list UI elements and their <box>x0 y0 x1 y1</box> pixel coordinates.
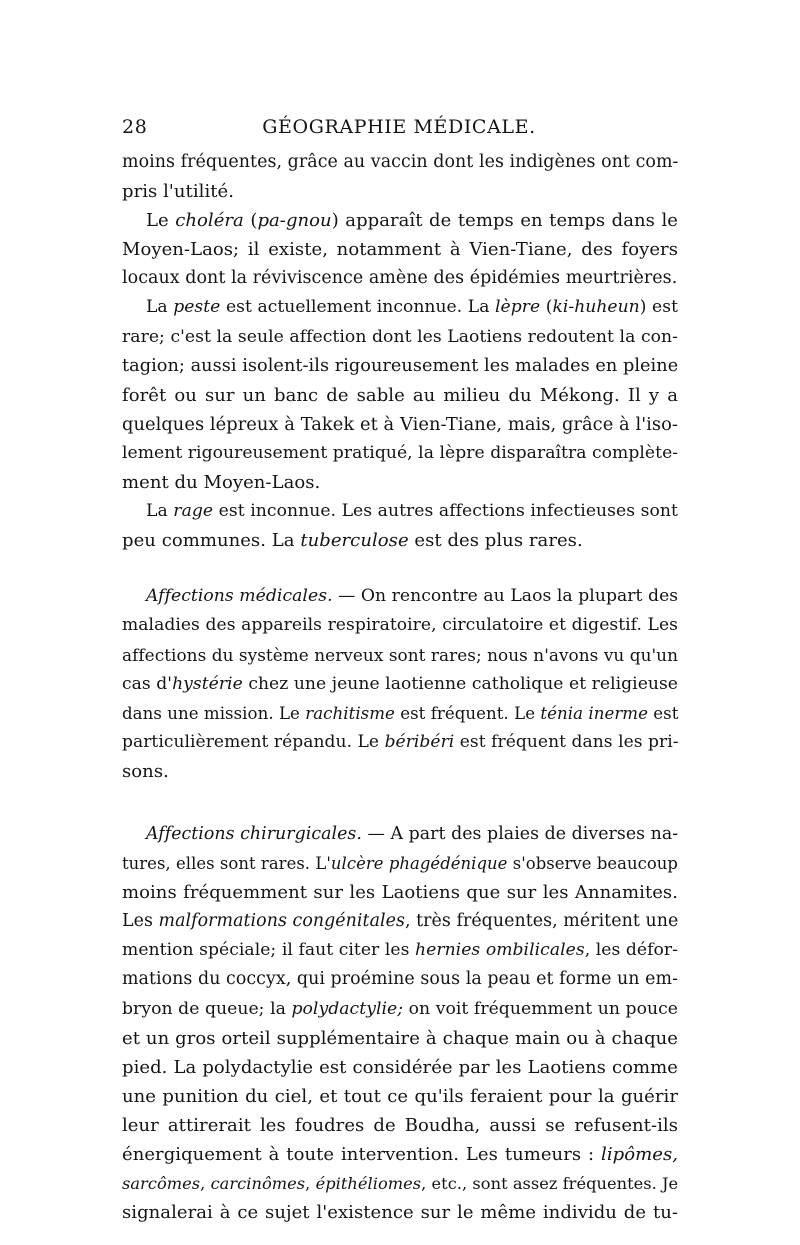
text-run: énergiquement à toute intervention. Les tumeurs : <box>122 1144 602 1165</box>
term-rage: rage <box>173 501 214 522</box>
text-run: Les <box>122 911 159 932</box>
text-run: ( <box>243 210 258 232</box>
term-malformations: malformations congénitales <box>158 911 405 932</box>
text-line: moins fréquemment sur les Laotiens que sur les Annamites. <box>122 882 678 904</box>
text-line <box>122 1140 678 1169</box>
text-run: peu communes. La <box>122 530 301 552</box>
text-run: , les défor- <box>584 940 679 961</box>
text-run: on voit fréquemment un pouce <box>403 998 678 1019</box>
section-gap <box>122 555 678 582</box>
body-text <box>122 148 678 1227</box>
text-run: est inconnue. Les autres affections infectieuses sont <box>213 501 678 522</box>
text-line <box>122 699 678 728</box>
section-surgical <box>122 820 678 1227</box>
text-line: quelques lépreux à Takek et à Vien-Tiane, mais, grâce à l'iso- <box>122 413 678 435</box>
text-run: mention spéciale; il faut citer les <box>122 940 416 961</box>
text-run: , <box>305 1174 316 1194</box>
term-tenia-inerme: ténia inerme <box>540 703 648 723</box>
text-line <box>122 995 678 1024</box>
running-title: GÉOGRAPHIE MÉDICALE. <box>262 116 536 138</box>
term-rachitisme: rachitisme <box>305 703 395 723</box>
text-line <box>122 293 678 322</box>
text-line: tagion; aussi isolent-ils rigoureusement les malades en pleine <box>122 355 679 376</box>
text-line: lement rigoureusement pratiqué, la lèpre disparaîtra complète- <box>122 442 679 463</box>
section-medical <box>122 582 678 786</box>
text-line <box>122 206 678 235</box>
page-header <box>122 116 676 146</box>
text-run: tures, elles sont rares. L' <box>122 854 331 874</box>
text-line: sons. <box>122 760 169 782</box>
text-line: rare; c'est la seule affection dont les Laotiens redoutent la con- <box>122 326 678 347</box>
text-run: cas d' <box>122 673 173 694</box>
text-line <box>122 820 678 849</box>
term-lipomes: lipômes, <box>601 1144 678 1165</box>
text-line: leur attirerait les foudres de Boudha, aussi se refusent-ils <box>122 1114 678 1136</box>
text-run: dans une mission. Le <box>122 703 306 723</box>
text-run: chez une jeune laotienne catholique et religieuse <box>242 673 678 694</box>
text-run: est des plus rares. <box>408 530 583 552</box>
paragraph-cholera <box>122 206 678 293</box>
text-line: une punition du ciel, et tout ce qu'ils feraient pour la guérir <box>122 1085 678 1107</box>
text-run: — On rencontre au Laos la plupart des <box>332 586 679 607</box>
text-line: ment du Moyen-Laos. <box>122 472 321 494</box>
term-peste: peste <box>173 297 221 318</box>
term-sarcomes: sarcômes <box>122 1174 201 1194</box>
text-line <box>122 526 678 555</box>
paragraph-vaccine <box>122 148 678 206</box>
text-line: pris l'utilité. <box>122 181 235 203</box>
text-run: , <box>200 1174 211 1194</box>
paragraph-rabies <box>122 497 678 555</box>
text-line: moins fréquentes, grâce au vaccin dont les indigènes ont com- <box>122 152 679 172</box>
text-run: est <box>647 703 679 723</box>
term-hysterie: hystérie <box>172 673 243 694</box>
text-line: mations du coccyx, qui proémine sous la peau et forme un em- <box>122 969 678 990</box>
text-run: bryon de queue; la <box>122 998 292 1019</box>
text-run: Le <box>146 210 176 232</box>
text-line <box>122 907 678 936</box>
text-run: , etc., sont assez fréquentes. Je <box>421 1174 679 1194</box>
term-lepre: lèpre <box>495 297 541 318</box>
term-cholera: choléra <box>175 210 244 232</box>
text-line: Moyen-Laos; il existe, notamment à Vien-Tiane, des foyers <box>122 239 678 261</box>
text-line <box>122 1169 678 1198</box>
term-pa-gnou: pa-gnou <box>257 210 332 232</box>
text-run: ) est <box>639 297 678 318</box>
text-line <box>122 582 678 611</box>
section-gap <box>122 786 678 820</box>
text-run: La <box>146 297 174 318</box>
text-line <box>122 936 678 965</box>
text-run: ) apparaît de temps en temps dans le <box>331 210 678 232</box>
term-ulcere-phagedenique: ulcère phagédénique <box>330 854 508 874</box>
text-line: pied. La polydactylie est considérée par les Laotiens comme <box>122 1056 678 1078</box>
text-run: est fréquent dans les pri- <box>454 731 679 752</box>
text-line: signalerai à ce sujet l'existence sur le même individu de tu- <box>122 1202 678 1224</box>
text-line: maladies des appareils respiratoire, circulatoire et digestif. Les <box>122 615 678 636</box>
text-line <box>122 497 678 526</box>
text-line <box>122 670 678 699</box>
term-beriberi: béribéri <box>384 731 455 752</box>
text-run: est actuellement inconnue. La <box>220 297 496 318</box>
text-line <box>122 728 678 757</box>
term-polydactylie: polydactylie; <box>291 998 404 1019</box>
section-heading-surgical: Affections chirurgicales. <box>146 823 362 844</box>
term-epitheliomes: épithéliomes <box>315 1174 422 1194</box>
text-run: particulièrement répandu. Le <box>122 731 385 752</box>
text-run: ( <box>540 297 553 318</box>
text-line: forêt ou sur un banc de sable au milieu du Mékong. Il y a <box>122 384 678 406</box>
term-hernies-ombilicales: hernies ombilicales <box>415 940 585 961</box>
text-run: est fréquent. Le <box>394 703 541 723</box>
text-run: La <box>146 501 174 522</box>
text-line: locaux dont la réviviscence amène des épidémies meurtrières. <box>122 268 678 289</box>
text-run: — A part des plaies de diverses na- <box>361 823 679 844</box>
paragraph-leprosy <box>122 293 678 497</box>
term-ki-huheun: ki-huheun <box>552 297 640 318</box>
text-line: et un gros orteil supplémentaire à chaque main ou à chaque <box>122 1027 678 1049</box>
text-run: , très fréquentes, méritent une <box>404 911 679 932</box>
term-carcinomes: carcinômes <box>210 1174 306 1194</box>
term-tuberculose: tuberculose <box>300 530 409 552</box>
text-run: s'observe beaucoup <box>507 854 678 874</box>
text-line <box>122 849 678 878</box>
page-number: 28 <box>122 116 148 138</box>
text-line: affections du système nerveux sont rares; nous n'avons vu qu'un <box>122 644 678 665</box>
section-heading-medical: Affections médicales. <box>146 586 333 607</box>
